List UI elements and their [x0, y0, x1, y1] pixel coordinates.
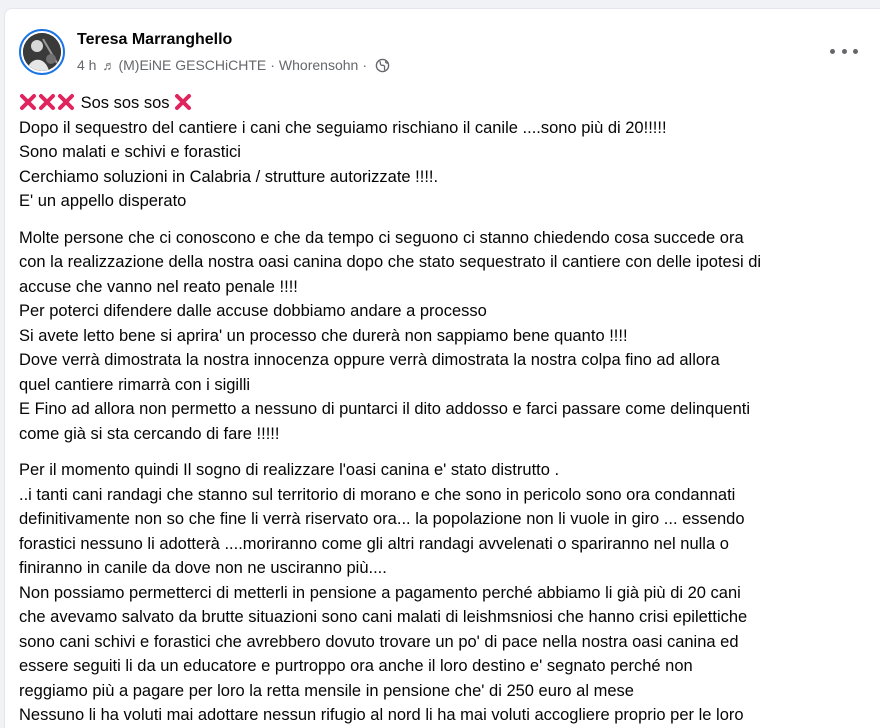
- author-name[interactable]: Teresa Marranghello: [77, 31, 233, 48]
- post-text-line: Dopo il sequestro del cantiere i cani che seguiamo rischiano il canile ....sono più di 20!!!!!: [19, 118, 667, 137]
- post-text-line: con la realizzazione della nostra oasi canina dopo che stato sequestrato il cantiere con delle ipotesi di: [19, 253, 762, 271]
- post-text-line: sono cani schivi e forastici che avrebbero dovuto trovare un po' di pace nella nostra oasi canina ed: [19, 632, 739, 651]
- post-text-line: Molte persone che ci conoscono e che da tempo ci seguono ci stanno chiedendo cosa succede ora: [19, 228, 744, 247]
- cross-mark-emoji-icon: [57, 93, 75, 111]
- post-text-line: essere seguiti li da un educatore e purtroppo ora anche il loro destino e' segnato perché non: [19, 657, 693, 675]
- meta-separator: ·: [362, 57, 367, 73]
- musical-note-icon: ♬: [102, 57, 116, 73]
- post-text-line: Per poterci difendere dalle accuse dobbiamo andare a processo: [19, 302, 487, 320]
- group-name[interactable]: (M)EiNE GESCHiCHTE: [118, 57, 267, 73]
- more-options-icon[interactable]: [830, 41, 858, 61]
- post-text-line: E' un appello disperato: [19, 192, 187, 210]
- post-text-line: Si avete letto bene si aprira' un processo che durerà non sappiamo bene quanto !!!!: [19, 326, 628, 345]
- meta-separator: ·: [270, 57, 275, 73]
- avatar-photo: [23, 33, 61, 71]
- avatar-image-icon: [23, 33, 61, 71]
- post-text-line: E Fino ad allora non permetto a nessuno di puntarci il dito addosso e farci passare come delinquenti: [19, 400, 751, 418]
- post-paragraph: [19, 458, 869, 728]
- cross-mark-emoji-icon: [19, 93, 37, 111]
- post-meta: [77, 57, 390, 73]
- cross-mark-emoji-icon: [38, 93, 56, 111]
- post-card: [4, 8, 880, 728]
- post-text-line: Non possiamo permetterci di metterli in pensione a pagamento perché abbiamo li già più di 20 cani: [19, 583, 741, 602]
- post-title-text: Sos sos sos: [80, 94, 170, 112]
- post-text-line: reggiamo più a pagare per loro la retta mensile in pensione che' di 250 euro al mese: [19, 681, 634, 700]
- post-header: [5, 9, 880, 89]
- post-text-line: che avevamo salvato da brutte situazioni sono cani malati di leishmsniosi che hanno crisi epilettiche: [19, 608, 748, 626]
- post-text-line: definitivamente non so che fine li verrà riservato ora... la popolazione non li vuole in giro ... essendo: [19, 510, 745, 528]
- post-text-line: finiranno in canile da dove non ne usciranno più....: [19, 559, 387, 577]
- post-body: [19, 91, 869, 728]
- post-time[interactable]: 4 h: [77, 57, 97, 73]
- post-text-line: quel cantiere rimarrà con i sigilli: [19, 375, 251, 394]
- post-text-line: Dove verrà dimostrata la nostra innocenza oppure verrà dimostrata la nostra colpa fino ad allora: [19, 351, 720, 369]
- post-text-line: Per il momento quindi Il sogno di realizzare l'oasi canina e' stato distrutto .: [19, 461, 560, 479]
- cross-mark-emoji-icon: [174, 93, 192, 111]
- globe-icon[interactable]: [375, 58, 390, 73]
- post-title-line: [19, 91, 869, 214]
- post-text-line: forastici nessuno li adotterà ....moriranno come gli altri randagi avvelenati o spariranno nel nulla o: [19, 534, 729, 553]
- post-text-line: accuse che vanno nel reato penale !!!!: [19, 277, 298, 296]
- post-text-line: Cerchiamo soluzioni in Calabria / strutture autorizzate !!!!.: [19, 167, 439, 186]
- post-text-line: Sono malati e schivi e forastici: [19, 143, 241, 161]
- location-name[interactable]: Whorensohn: [278, 57, 359, 73]
- post-text-line: Nessuno li ha voluti mai adottare nessun rifugio al nord li ha mai voluti accogliere proprio per le loro: [19, 706, 744, 724]
- post-text-line: come già si sta cercando di fare !!!!!: [19, 424, 280, 443]
- avatar[interactable]: [19, 29, 65, 75]
- post-paragraph: [19, 226, 869, 447]
- post-text-line: ..i tanti cani randagi che stanno sul territorio di morano e che sono in pericolo sono ora condannati: [19, 485, 736, 504]
